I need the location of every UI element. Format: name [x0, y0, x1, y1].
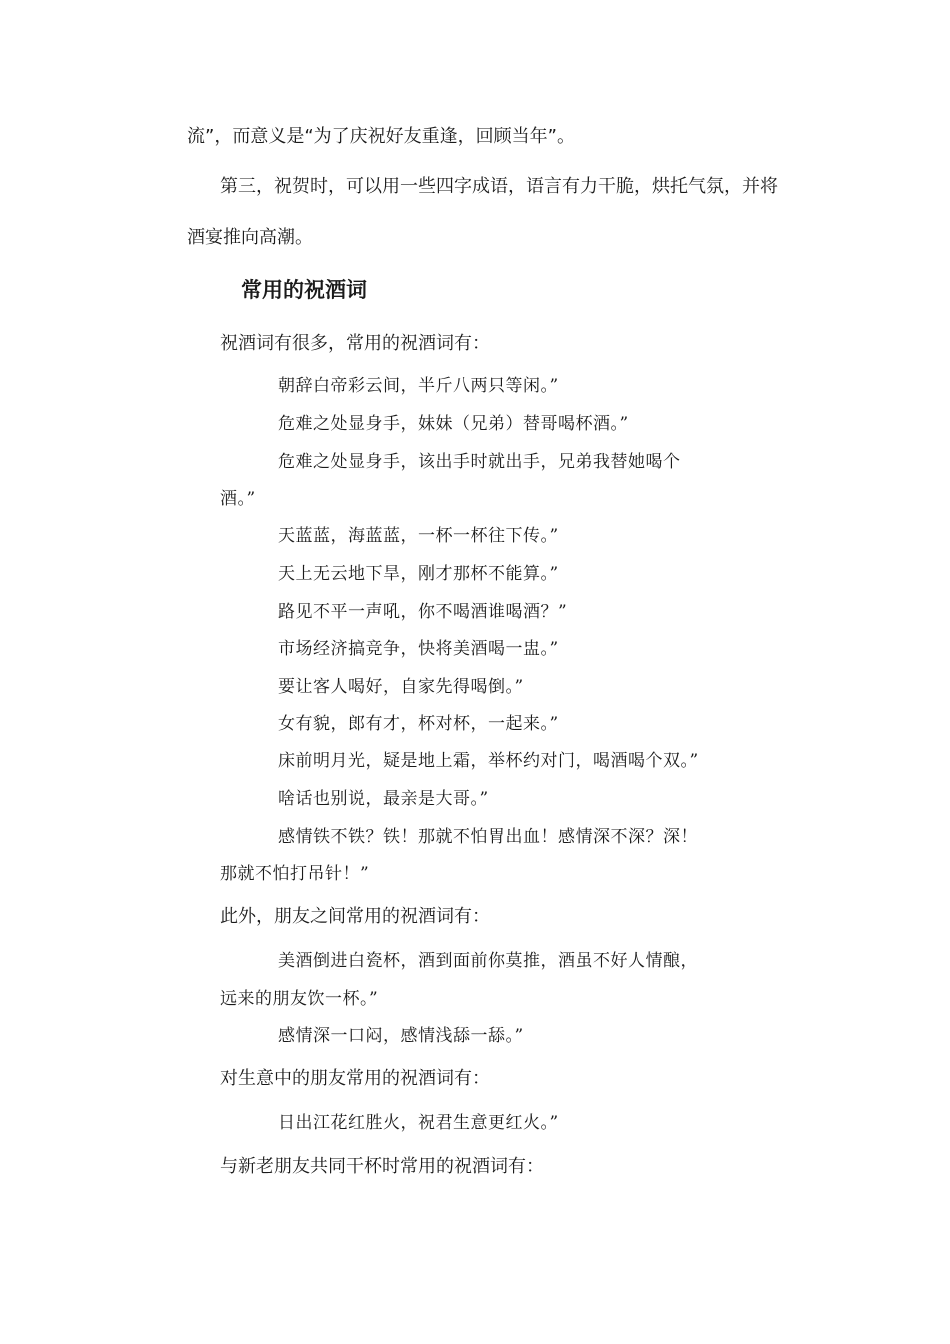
paragraph-line: 流”，而意义是“为了庆祝好友重逢，回顾当年”。 — [187, 126, 575, 147]
toast-line: 要让客人喝好，自家先得喝倒。” — [278, 677, 524, 697]
lead-text: 祝酒词有很多，常用的祝酒词有： — [220, 333, 490, 354]
toast-line: 天蓝蓝，海蓝蓝，一杯一杯往下传。” — [278, 526, 559, 546]
paragraph-line: 第三，祝贺时，可以用一些四字成语，语言有力干脆，烘托气氛，并将 — [220, 176, 778, 197]
toast-line: 天上无云地下旱，刚才那杯不能算。” — [278, 564, 559, 584]
toast-line: 感情铁不铁？铁！那就不怕胃出血！感情深不深？深！ — [278, 827, 698, 847]
lead-text: 对生意中的朋友常用的祝酒词有： — [220, 1068, 490, 1089]
toast-line: 远来的朋友饮一杯。” — [220, 989, 379, 1009]
toast-line: 美酒倒进白瓷杯，酒到面前你莫推，酒虽不好人情酿， — [278, 951, 698, 971]
toast-line: 床前明月光，疑是地上霜，举杯约对门，喝酒喝个双。” — [278, 751, 699, 771]
toast-line: 朝辞白帝彩云间，半斤八两只等闲。” — [278, 376, 559, 396]
paragraph-line: 酒宴推向高潮。 — [187, 227, 313, 248]
lead-text: 此外，朋友之间常用的祝酒词有： — [220, 906, 490, 927]
section-heading: 常用的祝酒词 — [241, 278, 367, 302]
toast-line: 日出江花红胜火，祝君生意更红火。” — [278, 1113, 559, 1133]
toast-line: 市场经济搞竞争，快将美酒喝一盅。” — [278, 639, 559, 659]
toast-line: 感情深一口闷，感情浅舔一舔。” — [278, 1026, 524, 1046]
lead-text: 与新老朋友共同干杯时常用的祝酒词有： — [220, 1156, 544, 1177]
toast-line: 女有貌，郎有才，杯对杯，一起来。” — [278, 714, 559, 734]
toast-line: 那就不怕打吊针！” — [220, 864, 370, 884]
toast-line: 啥话也别说，最亲是大哥。” — [278, 789, 489, 809]
toast-line: 酒。” — [220, 489, 256, 509]
toast-line: 危难之处显身手，妹妹（兄弟）替哥喝杯酒。” — [278, 414, 629, 434]
toast-line: 路见不平一声吼，你不喝酒谁喝酒？” — [278, 602, 568, 622]
toast-line: 危难之处显身手，该出手时就出手，兄弟我替她喝个 — [278, 452, 681, 472]
